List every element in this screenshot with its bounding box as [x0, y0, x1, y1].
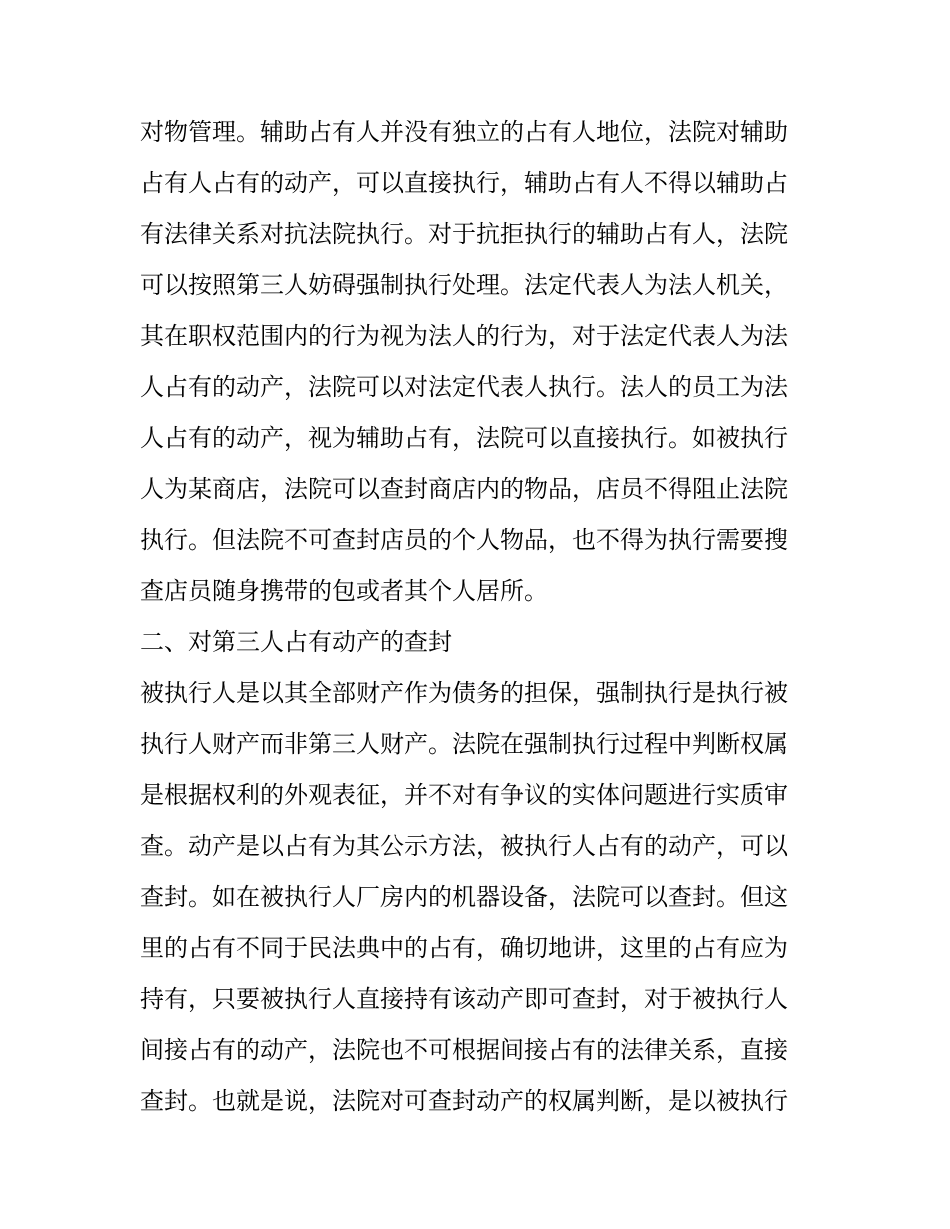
text-line: 人占有的动产，法院可以对法定代表人执行。法人的员工为法 — [140, 373, 788, 401]
text-line: 查封。如在被执行人厂房内的机器设备，法院可以查封。但这 — [140, 883, 788, 911]
text-line: 是根据权利的外观表征，并不对有争议的实体问题进行实质审 — [140, 781, 788, 809]
section-heading: 二、对第三人占有动产的查封 — [140, 628, 452, 656]
text-line: 里的占有不同于民法典中的占有，确切地讲，这里的占有应为 — [140, 934, 788, 962]
text-line: 查封。也就是说，法院对可查封动产的权属判断，是以被执行 — [140, 1087, 788, 1115]
text-line: 持有，只要被执行人直接持有该动产即可查封，对于被执行人 — [140, 985, 788, 1013]
text-line: 间接占有的动产，法院也不可根据间接占有的法律关系，直接 — [140, 1036, 788, 1064]
text-line: 人为某商店，法院可以查封商店内的物品，店员不得阻止法院 — [140, 475, 788, 503]
text-line: 被执行人是以其全部财产作为债务的担保，强制执行是执行被 — [140, 679, 788, 707]
text-line: 占有人占有的动产，可以直接执行，辅助占有人不得以辅助占 — [140, 169, 788, 197]
text-line: 可以按照第三人妨碍强制执行处理。法定代表人为法人机关， — [140, 271, 788, 299]
body-text — [140, 107, 815, 1127]
text-line: 人占有的动产，视为辅助占有，法院可以直接执行。如被执行 — [140, 424, 788, 452]
text-line: 执行。但法院不可查封店员的个人物品，也不得为执行需要搜 — [140, 526, 788, 554]
text-line: 其在职权范围内的行为视为法人的行为，对于法定代表人为法 — [140, 322, 788, 350]
text-line: 查。动产是以占有为其公示方法，被执行人占有的动产，可以 — [140, 832, 788, 860]
text-line: 执行人财产而非第三人财产。法院在强制执行过程中判断权属 — [140, 730, 788, 758]
text-line: 查店员随身携带的包或者其个人居所。 — [140, 577, 548, 605]
text-line: 对物管理。辅助占有人并没有独立的占有人地位，法院对辅助 — [140, 118, 788, 146]
text-line: 有法律关系对抗法院执行。对于抗拒执行的辅助占有人，法院 — [140, 220, 788, 248]
